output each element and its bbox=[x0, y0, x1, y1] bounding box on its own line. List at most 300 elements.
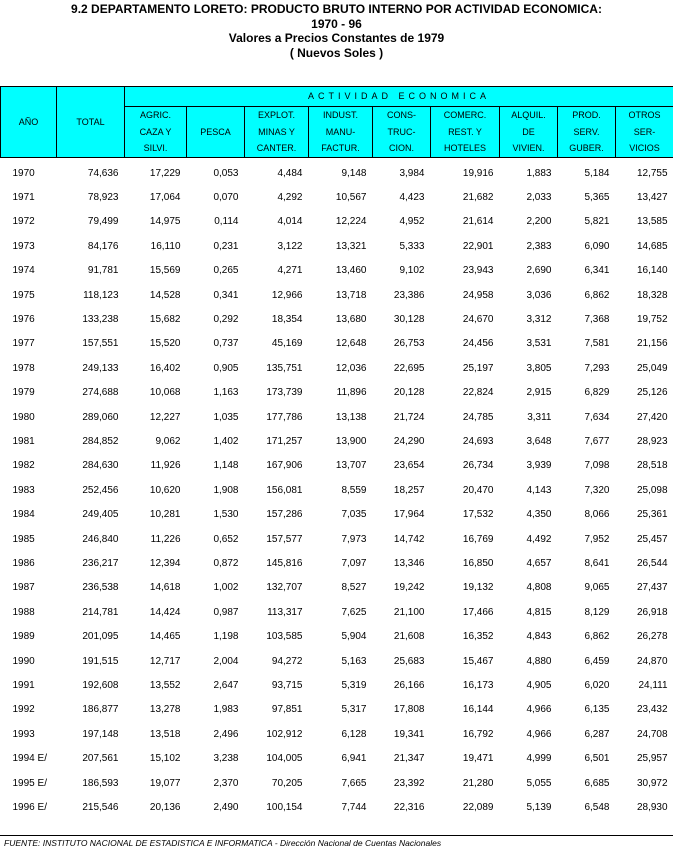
value-cell: 11,926 bbox=[150, 460, 181, 472]
value-cell: 191,515 bbox=[82, 655, 119, 667]
value-cell: 14,975 bbox=[149, 216, 181, 228]
header-line: DE bbox=[522, 126, 535, 137]
value-cell: 113,317 bbox=[267, 606, 303, 618]
year-cell: 1984 bbox=[12, 509, 35, 521]
value-cell: 14,424 bbox=[149, 606, 181, 618]
value-cell: 3,939 bbox=[526, 460, 552, 472]
value-cell: 70,205 bbox=[271, 777, 303, 789]
value-cell: 0,905 bbox=[213, 362, 239, 374]
value-cell: 252,456 bbox=[82, 484, 119, 496]
value-cell: 8,641 bbox=[584, 558, 610, 569]
table-row bbox=[1, 406, 673, 430]
header-comerc bbox=[431, 107, 500, 158]
value-cell: 2,004 bbox=[213, 655, 239, 667]
header-explot bbox=[245, 107, 309, 158]
value-cell: 100,154 bbox=[266, 802, 303, 814]
value-cell: 3,238 bbox=[213, 753, 239, 765]
table-row bbox=[1, 698, 673, 722]
table-row bbox=[1, 430, 673, 454]
value-cell: 18,257 bbox=[393, 484, 425, 496]
value-cell: 15,569 bbox=[149, 265, 181, 277]
value-cell: 24,670 bbox=[462, 313, 494, 325]
value-cell: 0,292 bbox=[213, 313, 239, 325]
value-cell: 30,972 bbox=[636, 777, 668, 789]
year-cell: 1988 bbox=[12, 606, 35, 618]
table-row bbox=[1, 503, 673, 527]
value-cell: 8,066 bbox=[584, 509, 610, 521]
value-cell: 26,918 bbox=[636, 606, 668, 618]
value-cell: 4,350 bbox=[526, 509, 552, 521]
header-line: GUBER. bbox=[569, 143, 604, 153]
value-cell: 7,320 bbox=[584, 484, 610, 496]
table-row bbox=[1, 235, 673, 259]
title-line-3: Valores a Precios Constantes de 1979 bbox=[228, 31, 445, 45]
value-cell: 26,278 bbox=[636, 631, 668, 643]
value-cell: 2,383 bbox=[526, 240, 552, 252]
value-cell: 11,226 bbox=[150, 533, 181, 545]
value-cell: 7,625 bbox=[341, 606, 367, 618]
table-row bbox=[1, 210, 673, 234]
value-cell: 12,755 bbox=[636, 167, 668, 179]
year-cell: 1976 bbox=[12, 313, 35, 325]
value-cell: 8,527 bbox=[341, 582, 367, 594]
value-cell: 19,242 bbox=[393, 582, 425, 594]
value-cell: 1,035 bbox=[213, 411, 239, 423]
value-cell: 186,877 bbox=[82, 704, 119, 716]
value-cell: 0,265 bbox=[213, 265, 239, 277]
header-line: ALQUIL. bbox=[511, 110, 546, 120]
value-cell: 2,647 bbox=[213, 680, 239, 692]
value-cell: 28,923 bbox=[636, 435, 668, 447]
value-cell: 22,901 bbox=[462, 240, 494, 252]
value-cell: 6,287 bbox=[584, 728, 610, 740]
value-cell: 4,843 bbox=[526, 631, 552, 643]
value-cell: 13,321 bbox=[335, 240, 367, 252]
table-row bbox=[1, 308, 673, 332]
value-cell: 26,166 bbox=[393, 680, 425, 692]
table-body bbox=[1, 157, 673, 820]
title-line-1: 9.2 DEPARTAMENTO LORETO: PRODUCTO BRUTO INTERNO POR ACTIVIDAD ECONOMICA: bbox=[71, 2, 602, 16]
value-cell: 13,460 bbox=[335, 265, 367, 277]
year-cell: 1982 bbox=[12, 460, 35, 472]
year-cell: 1996 E/ bbox=[12, 802, 47, 814]
value-cell: 6,135 bbox=[584, 704, 610, 716]
value-cell: 15,102 bbox=[149, 753, 181, 765]
value-cell: 10,068 bbox=[149, 387, 181, 399]
value-cell: 2,496 bbox=[213, 728, 239, 740]
value-cell: 7,973 bbox=[341, 533, 367, 545]
value-cell: 1,148 bbox=[213, 460, 239, 472]
value-cell: 13,585 bbox=[636, 216, 668, 228]
value-cell: 12,717 bbox=[149, 655, 181, 667]
table-row bbox=[1, 479, 673, 503]
value-cell: 25,049 bbox=[636, 362, 668, 374]
table-row bbox=[1, 284, 673, 308]
value-cell: 4,484 bbox=[277, 167, 303, 179]
value-cell: 74,636 bbox=[87, 167, 119, 179]
value-cell: 24,456 bbox=[462, 338, 494, 350]
value-cell: 24,870 bbox=[636, 655, 668, 667]
value-cell: 5,904 bbox=[341, 631, 367, 643]
value-cell: 13,552 bbox=[149, 680, 181, 692]
value-cell: 192,608 bbox=[82, 680, 119, 692]
year-cell: 1993 bbox=[12, 728, 35, 740]
value-cell: 12,227 bbox=[149, 411, 181, 423]
value-cell: 5,317 bbox=[341, 704, 367, 716]
value-cell: 3,648 bbox=[526, 435, 552, 447]
value-cell: 236,217 bbox=[82, 558, 119, 569]
value-cell: 93,715 bbox=[271, 680, 303, 692]
value-cell: 45,169 bbox=[271, 338, 303, 350]
value-cell: 19,077 bbox=[149, 777, 181, 789]
value-cell: 11,896 bbox=[336, 387, 367, 399]
value-cell: 12,966 bbox=[271, 289, 303, 301]
value-cell: 6,128 bbox=[341, 728, 367, 740]
value-cell: 7,677 bbox=[584, 435, 610, 447]
table-row bbox=[1, 381, 673, 405]
value-cell: 6,501 bbox=[584, 753, 610, 765]
value-cell: 214,781 bbox=[82, 606, 119, 618]
header-alquil bbox=[500, 107, 558, 158]
value-cell: 6,685 bbox=[584, 777, 610, 789]
value-cell: 1,883 bbox=[526, 167, 552, 179]
value-cell: 14,618 bbox=[149, 582, 181, 594]
table-row bbox=[1, 552, 673, 576]
value-cell: 6,862 bbox=[584, 631, 610, 643]
value-cell: 16,850 bbox=[462, 558, 494, 569]
value-cell: 6,862 bbox=[584, 289, 610, 301]
table-row bbox=[1, 157, 673, 186]
value-cell: 284,630 bbox=[82, 460, 119, 472]
value-cell: 6,090 bbox=[584, 240, 610, 252]
year-cell: 1973 bbox=[12, 240, 35, 252]
value-cell: 7,744 bbox=[341, 802, 367, 814]
value-cell: 7,665 bbox=[341, 777, 367, 789]
table-row bbox=[1, 625, 673, 649]
value-cell: 0,737 bbox=[213, 338, 239, 350]
value-cell: 20,136 bbox=[149, 802, 181, 814]
value-cell: 289,060 bbox=[82, 411, 119, 423]
year-cell: 1990 bbox=[12, 655, 35, 667]
table-row bbox=[1, 576, 673, 600]
value-cell: 4,815 bbox=[526, 606, 552, 618]
header-line: EXPLOT. bbox=[257, 110, 295, 120]
value-cell: 23,432 bbox=[636, 704, 668, 716]
header-line: SILVI. bbox=[143, 143, 168, 153]
value-cell: 5,365 bbox=[584, 191, 610, 203]
value-cell: 3,805 bbox=[526, 362, 552, 374]
value-cell: 3,531 bbox=[526, 338, 552, 350]
report-title bbox=[0, 2, 673, 60]
value-cell: 156,081 bbox=[266, 484, 303, 496]
value-cell: 4,657 bbox=[526, 558, 552, 569]
value-cell: 21,682 bbox=[462, 191, 494, 203]
value-cell: 4,880 bbox=[526, 655, 552, 667]
value-cell: 9,065 bbox=[584, 582, 610, 594]
value-cell: 4,808 bbox=[526, 582, 552, 594]
value-cell: 84,176 bbox=[87, 240, 119, 252]
year-cell: 1981 bbox=[12, 435, 35, 447]
value-cell: 12,036 bbox=[335, 362, 367, 374]
value-cell: 24,290 bbox=[393, 435, 425, 447]
value-cell: 17,808 bbox=[393, 704, 425, 716]
value-cell: 3,312 bbox=[526, 313, 552, 325]
value-cell: 1,002 bbox=[213, 582, 239, 594]
table-row bbox=[1, 186, 673, 210]
value-cell: 133,238 bbox=[82, 313, 119, 325]
table-row bbox=[1, 528, 673, 552]
value-cell: 25,361 bbox=[636, 509, 668, 521]
value-cell: 6,829 bbox=[584, 387, 610, 399]
value-cell: 3,311 bbox=[527, 411, 552, 423]
value-cell: 14,465 bbox=[149, 631, 181, 643]
value-cell: 16,140 bbox=[636, 265, 668, 277]
header-agric bbox=[125, 107, 187, 158]
value-cell: 3,036 bbox=[526, 289, 552, 301]
value-cell: 7,097 bbox=[341, 558, 367, 569]
value-cell: 23,943 bbox=[462, 265, 494, 277]
value-cell: 21,724 bbox=[393, 411, 425, 423]
value-cell: 20,128 bbox=[393, 387, 425, 399]
value-cell: 4,014 bbox=[277, 216, 303, 228]
value-cell: 157,577 bbox=[266, 533, 303, 545]
header-line: TRUC- bbox=[387, 126, 416, 137]
year-cell: 1992 bbox=[12, 704, 35, 716]
value-cell: 0,053 bbox=[213, 167, 239, 179]
value-cell: 167,906 bbox=[266, 460, 303, 472]
value-cell: 0,231 bbox=[213, 240, 239, 252]
value-cell: 28,518 bbox=[636, 460, 668, 472]
header-line: OTROS bbox=[628, 110, 661, 120]
year-cell: 1971 bbox=[12, 191, 35, 203]
value-cell: 236,538 bbox=[82, 582, 119, 594]
value-cell: 9,102 bbox=[399, 265, 425, 277]
value-cell: 5,163 bbox=[341, 655, 367, 667]
value-cell: 4,905 bbox=[526, 680, 552, 692]
source-note: FUENTE: INSTITUTO NACIONAL DE ESTADISTICA E INFORMATICA - Dirección Nacional de Cuentas Nacionales bbox=[4, 838, 442, 848]
value-cell: 15,682 bbox=[149, 313, 181, 325]
value-cell: 13,278 bbox=[149, 704, 181, 716]
value-cell: 16,173 bbox=[462, 680, 494, 692]
value-cell: 7,368 bbox=[584, 313, 610, 325]
value-cell: 16,769 bbox=[462, 533, 494, 545]
value-cell: 10,567 bbox=[335, 191, 367, 203]
value-cell: 25,457 bbox=[636, 533, 668, 545]
value-cell: 21,100 bbox=[393, 606, 425, 618]
header-line: VIVIEN. bbox=[512, 143, 545, 153]
year-cell: 1980 bbox=[12, 411, 35, 423]
value-cell: 102,912 bbox=[266, 728, 303, 740]
value-cell: 5,139 bbox=[526, 802, 552, 814]
value-cell: 21,614 bbox=[462, 216, 494, 228]
table-row bbox=[1, 747, 673, 771]
value-cell: 1,198 bbox=[213, 631, 239, 643]
value-cell: 6,548 bbox=[584, 802, 610, 814]
value-cell: 19,471 bbox=[462, 753, 494, 765]
value-cell: 25,683 bbox=[393, 655, 425, 667]
value-cell: 2,915 bbox=[526, 387, 552, 399]
value-cell: 22,824 bbox=[462, 387, 494, 399]
table-row bbox=[1, 650, 673, 674]
value-cell: 22,089 bbox=[462, 802, 494, 814]
value-cell: 17,532 bbox=[462, 509, 494, 521]
header-line: VICIOS bbox=[629, 143, 660, 153]
header-line: SER- bbox=[633, 126, 656, 137]
header-line: FACTUR. bbox=[321, 143, 360, 153]
header-line: COMERC. bbox=[443, 110, 487, 120]
header-line: MANU- bbox=[325, 126, 356, 137]
value-cell: 7,293 bbox=[584, 362, 610, 374]
value-cell: 24,785 bbox=[462, 411, 494, 423]
value-cell: 24,111 bbox=[638, 680, 668, 692]
value-cell: 157,286 bbox=[266, 509, 303, 521]
table-row bbox=[1, 796, 673, 820]
value-cell: 14,742 bbox=[393, 533, 425, 545]
value-cell: 177,786 bbox=[266, 411, 303, 423]
value-cell: 13,900 bbox=[335, 435, 367, 447]
value-cell: 25,197 bbox=[462, 362, 494, 374]
value-cell: 145,816 bbox=[266, 558, 303, 569]
gdp-table bbox=[0, 86, 673, 820]
header-line: REST. Y bbox=[448, 126, 482, 137]
value-cell: 5,319 bbox=[341, 680, 367, 692]
value-cell: 2,200 bbox=[526, 216, 552, 228]
value-cell: 1,530 bbox=[213, 509, 239, 521]
value-cell: 17,964 bbox=[393, 509, 425, 521]
value-cell: 15,467 bbox=[462, 655, 494, 667]
year-cell: 1978 bbox=[12, 362, 35, 374]
value-cell: 26,734 bbox=[462, 460, 494, 472]
value-cell: 5,333 bbox=[399, 240, 425, 252]
value-cell: 9,062 bbox=[155, 435, 181, 447]
value-cell: 16,144 bbox=[462, 704, 494, 716]
value-cell: 8,559 bbox=[341, 484, 367, 496]
value-cell: 21,280 bbox=[462, 777, 494, 789]
value-cell: 118,123 bbox=[83, 289, 119, 301]
value-cell: 91,781 bbox=[87, 265, 119, 277]
header-line: PROD. bbox=[572, 110, 601, 120]
year-cell: 1974 bbox=[12, 265, 35, 277]
value-cell: 7,952 bbox=[584, 533, 610, 545]
value-cell: 23,392 bbox=[393, 777, 425, 789]
header-year: AÑO bbox=[1, 87, 57, 158]
value-cell: 207,561 bbox=[82, 753, 119, 765]
value-cell: 15,520 bbox=[149, 338, 181, 350]
value-cell: 1,983 bbox=[213, 704, 239, 716]
value-cell: 0,070 bbox=[213, 191, 239, 203]
year-cell: 1991 bbox=[12, 680, 35, 692]
value-cell: 14,685 bbox=[636, 240, 668, 252]
value-cell: 7,581 bbox=[584, 338, 610, 350]
value-cell: 7,634 bbox=[584, 411, 610, 423]
bottom-rule bbox=[0, 835, 673, 836]
value-cell: 186,593 bbox=[82, 777, 119, 789]
value-cell: 23,654 bbox=[393, 460, 425, 472]
header-line: CONS- bbox=[387, 110, 416, 120]
year-cell: 1979 bbox=[12, 387, 35, 399]
table-row bbox=[1, 332, 673, 356]
value-cell: 4,952 bbox=[399, 216, 425, 228]
value-cell: 24,958 bbox=[462, 289, 494, 301]
value-cell: 21,608 bbox=[393, 631, 425, 643]
table-row bbox=[1, 357, 673, 381]
year-cell: 1975 bbox=[12, 289, 35, 301]
header-line: PESCA bbox=[200, 126, 231, 137]
value-cell: 6,459 bbox=[584, 655, 610, 667]
value-cell: 5,055 bbox=[526, 777, 552, 789]
value-cell: 19,132 bbox=[462, 582, 494, 594]
value-cell: 16,352 bbox=[462, 631, 494, 643]
value-cell: 8,129 bbox=[584, 606, 610, 618]
value-cell: 12,224 bbox=[335, 216, 367, 228]
header-pesca bbox=[187, 107, 245, 158]
value-cell: 103,585 bbox=[266, 631, 303, 643]
value-cell: 10,281 bbox=[149, 509, 181, 521]
table-row bbox=[1, 601, 673, 625]
value-cell: 2,690 bbox=[526, 265, 552, 277]
value-cell: 25,957 bbox=[636, 753, 668, 765]
header-line: AGRIC. bbox=[139, 110, 171, 120]
value-cell: 21,347 bbox=[393, 753, 425, 765]
value-cell: 27,437 bbox=[636, 582, 668, 594]
value-cell: 13,707 bbox=[335, 460, 367, 472]
value-cell: 12,394 bbox=[149, 558, 181, 569]
value-cell: 25,126 bbox=[636, 387, 668, 399]
year-cell: 1970 bbox=[12, 167, 35, 179]
table-row bbox=[1, 772, 673, 796]
value-cell: 1,908 bbox=[213, 484, 239, 496]
header-line: MINAS Y bbox=[258, 126, 295, 137]
value-cell: 246,840 bbox=[82, 533, 119, 545]
value-cell: 2,033 bbox=[526, 191, 552, 203]
value-cell: 12,648 bbox=[335, 338, 367, 350]
value-cell: 197,148 bbox=[82, 728, 119, 740]
value-cell: 22,695 bbox=[393, 362, 425, 374]
header-indust bbox=[309, 107, 373, 158]
value-cell: 6,941 bbox=[341, 753, 367, 765]
value-cell: 17,064 bbox=[149, 191, 181, 203]
value-cell: 2,490 bbox=[213, 802, 239, 814]
value-cell: 16,792 bbox=[462, 728, 494, 740]
value-cell: 16,110 bbox=[150, 240, 181, 252]
value-cell: 4,271 bbox=[277, 265, 303, 277]
value-cell: 6,020 bbox=[584, 680, 610, 692]
value-cell: 24,693 bbox=[462, 435, 494, 447]
value-cell: 4,966 bbox=[526, 728, 552, 740]
year-cell: 1983 bbox=[12, 484, 35, 496]
value-cell: 7,098 bbox=[584, 460, 610, 472]
value-cell: 1,402 bbox=[213, 435, 239, 447]
table-row bbox=[1, 259, 673, 283]
value-cell: 13,138 bbox=[335, 411, 367, 423]
value-cell: 18,354 bbox=[271, 313, 303, 325]
value-cell: 4,999 bbox=[526, 753, 552, 765]
header-total: TOTAL bbox=[57, 87, 125, 158]
value-cell: 27,420 bbox=[636, 411, 668, 423]
value-cell: 28,930 bbox=[636, 802, 668, 814]
value-cell: 25,098 bbox=[636, 484, 668, 496]
value-cell: 5,821 bbox=[584, 216, 610, 228]
value-cell: 14,528 bbox=[149, 289, 181, 301]
value-cell: 4,492 bbox=[526, 533, 552, 545]
year-cell: 1972 bbox=[12, 216, 35, 228]
year-cell: 1987 bbox=[12, 582, 35, 594]
value-cell: 19,916 bbox=[462, 167, 494, 179]
value-cell: 4,966 bbox=[526, 704, 552, 716]
value-cell: 0,652 bbox=[213, 533, 239, 545]
value-cell: 274,688 bbox=[82, 387, 119, 399]
value-cell: 215,546 bbox=[82, 802, 119, 814]
